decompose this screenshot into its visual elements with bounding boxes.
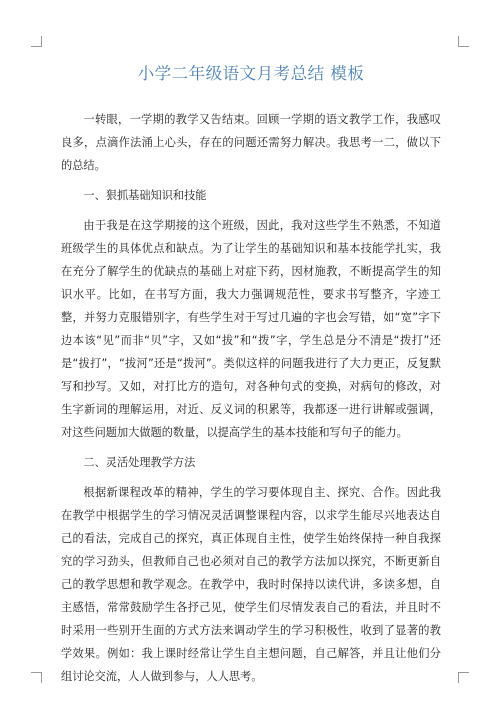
corner-mark-top-left (31, 36, 42, 47)
section-1-paragraph: 由于我是在这学期接的这个班级，因此，我对这些学生不熟悉，不知道班级学生的具体优点和缺点。为了让学生的基础知识和基本技能学扎实，我在充分了解学生的优缺点的基础上对症下药，因材施教，不断提高学生的知识水平。比如，在书写方面，我大力强调规范性，要求书写整齐，字迹工整，并努力克服错别字，有些学生对于写过几遍的字也会写错，如“宽”字下边本该“见”而非“贝”字，又如“拔”和“拨”字，学生总是分不清是“拨打”还是“拔打”，“拔河”还是“拨河”。类似这样的问题我进行了大力更正，反复默写和抄写。又如，对打比方的造句，对各种句式的变换，对病句的修改，对生字新词的理解运用，对近、反义词的积累等，我都逐一进行讲解或强调，对这些问题加大做题的数量，以提高学生的基本技能和写句子的能力。 (61, 219, 441, 439)
section-heading-2: 二、灵活处理教学方法 (83, 456, 196, 469)
corner-mark-bottom-right (458, 672, 469, 683)
corner-mark-top-right (458, 36, 469, 47)
document-body (61, 62, 441, 695)
document-title: 小学二年级语文月考总结 模板 (137, 64, 365, 83)
section-2-paragraph: 根据新课程改革的精神，学生的学习要体现自主、探究、合作。因此我在教学中根据学生的学习情况灵活调整课程内容，以求学生能尽兴地表达自己的看法，完成自己的探究，真正体现自主性，使学生始终保持一种自我探究的学习劲头，但教师自己也必须对自己的教学方法加以探究，不断更新自己的教学思想和教学观念。在教学中，我时时保持以读代讲，多读多想，自主感悟，常常鼓励学生各抒己见，使学生们尽情发表自己的看法，并且时不时采用一些别开生面的方式方法来调动学生的学习积极性，收到了显著的教学效果。例如：我上课时经常让学生自主想问题，自己解答，并且让他们分组讨论交流，人人做到参与，人人思考。 (61, 486, 441, 683)
section-heading-1: 一、狠抓基础知识和技能 (83, 189, 207, 202)
corner-mark-bottom-left (31, 672, 42, 683)
intro-paragraph: 一转眼，一学期的教学又告结束。回顾一学期的语文教学工作，我感叹良多，点滴作法涌上心头，存在的问题还需努力解决。我思考一二，做以下的总结。 (61, 113, 441, 172)
